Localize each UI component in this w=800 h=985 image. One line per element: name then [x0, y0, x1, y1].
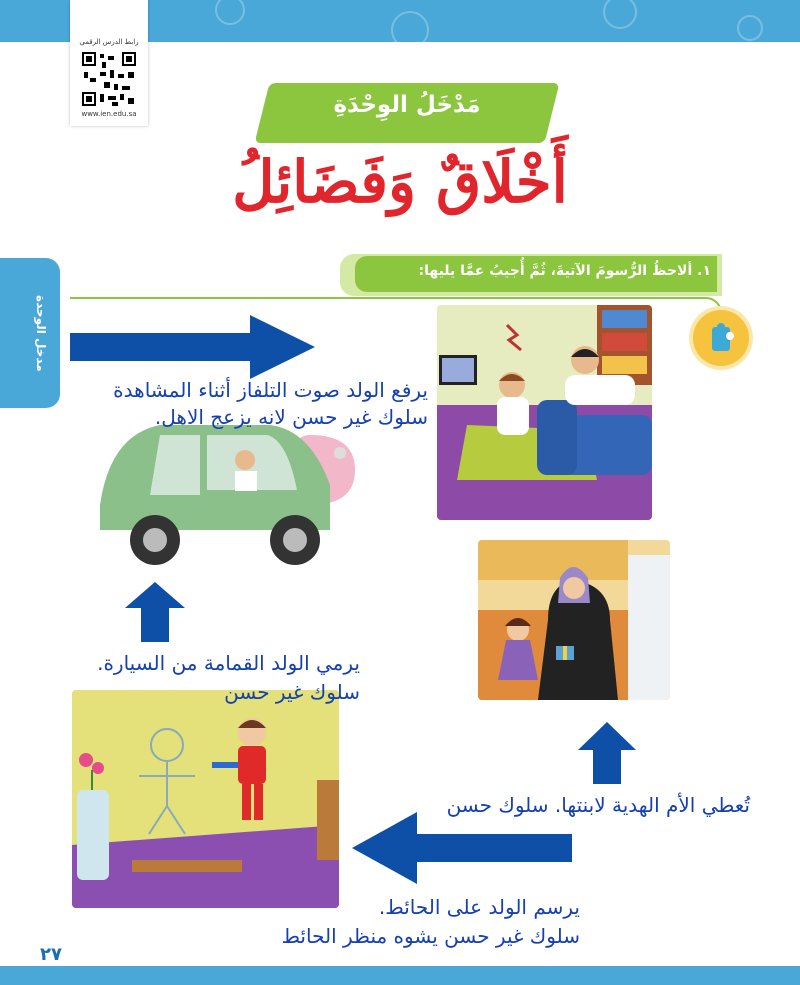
header-pattern [150, 0, 800, 42]
car-illustration [95, 405, 360, 575]
annotation-wall-line2: سلوك غير حسن يشوه منظر الحائط [281, 924, 580, 948]
annotation-gift-line1: تُعطي الأم الهدية لابنتها. سلوك حسن [446, 793, 750, 817]
qr-caption: رابط الدرس الرقمي [79, 38, 139, 46]
annotation-tv-line2: سلوك غير حسن لانه يزعج الاهل. [154, 405, 428, 429]
arrow-right-icon [70, 315, 315, 379]
qr-code-icon[interactable] [80, 50, 138, 108]
instruction-text: ١. ألاحظُ الرُّسومَ الآتيةَ، ثُمَّ أُجيبُ عمَّا يليها: [418, 263, 711, 279]
qr-url[interactable]: www.ien.edu.sa [81, 110, 137, 118]
arrow-up-icon [125, 582, 185, 642]
arrow-left-icon [352, 812, 572, 884]
unit-banner-label: مَدْخَلُ الوِحْدَةِ [333, 92, 481, 118]
arrow-up-icon [578, 722, 636, 784]
footer-band [0, 966, 800, 985]
page-title: أَخْلَاقٌ وَفَضَائِلُ [232, 148, 568, 216]
annotation-wall-line1: يرسم الولد على الحائط. [378, 895, 580, 919]
annotation-car-line2: سلوك غير حسن [224, 680, 360, 704]
puzzle-badge [693, 310, 749, 366]
tv-room-illustration [437, 305, 652, 520]
annotation-tv-line1: يرفع الولد صوت التلفاز أثناء المشاهدة [113, 378, 428, 402]
kitchen-gift-illustration [478, 540, 670, 700]
annotation-car-line1: يرمي الولد القمامة من السيارة. [97, 651, 360, 675]
digital-lesson-card[interactable] [70, 0, 148, 126]
page-number: ٢٧ [40, 944, 62, 965]
puzzle-icon [693, 310, 749, 366]
side-tab-label: مدخل الوحدة [34, 294, 48, 372]
wall-drawing-illustration [72, 690, 339, 908]
